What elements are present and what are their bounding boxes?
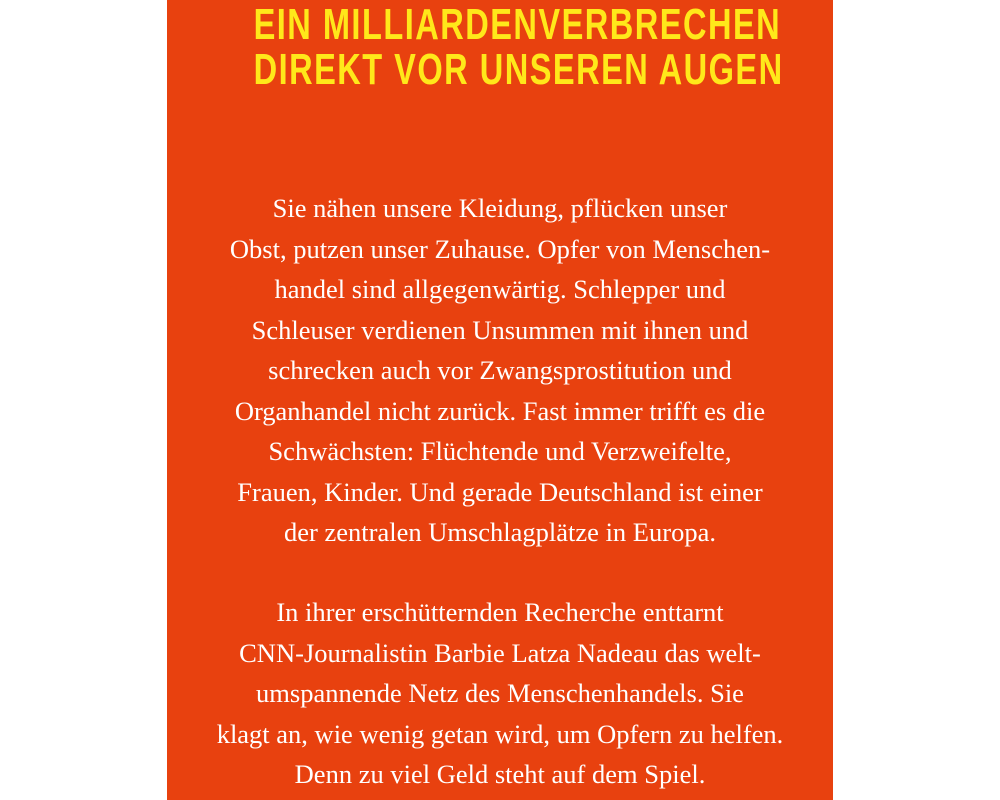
blurb-line: klagt an, wie wenig getan wird, um Opfern zu helfen. <box>216 718 784 749</box>
blurb-line: schrecken auch vor Zwangsprostitution und <box>268 355 732 385</box>
blurb-line: Denn zu viel Geld steht auf dem Spiel. <box>294 759 706 789</box>
headline-line-2: DIREKT VOR UNSEREN AUGEN <box>253 45 784 94</box>
blurb-line: In ihrer erschütternden Recherche enttarnt <box>276 597 724 627</box>
blurb-line: Frauen, Kinder. Und gerade Deutschland ist einer <box>237 476 763 507</box>
headline-line-1: EIN MILLIARDENVERBRECHEN <box>253 0 782 49</box>
headline <box>167 0 833 92</box>
blurb-paragraph-1 <box>167 188 833 553</box>
blurb-line: Obst, putzen unser Zuhause. Opfer von Menschen- <box>229 233 771 264</box>
blurb-paragraph-2 <box>167 592 833 795</box>
blurb-line: Sie nähen unsere Kleidung, pflücken unser <box>272 193 728 223</box>
book-back-cover <box>167 0 833 800</box>
blurb-line: umspannende Netz des Menschenhandels. Sie <box>256 678 744 708</box>
blurb-line: CNN-Journalistin Barbie Latza Nadeau das welt- <box>239 637 761 668</box>
blurb-line: der zentralen Umschlagplätze in Europa. <box>284 517 716 547</box>
blurb-line: Organhandel nicht zurück. Fast immer trifft es die <box>234 395 766 426</box>
blurb-line: Schwächsten: Flüchtende und Verzweifelte, <box>268 436 732 466</box>
blurb-line: handel sind allgegenwärtig. Schlepper und <box>274 274 726 304</box>
blurb-line: Schleuser verdienen Unsummen mit ihnen und <box>251 314 749 345</box>
